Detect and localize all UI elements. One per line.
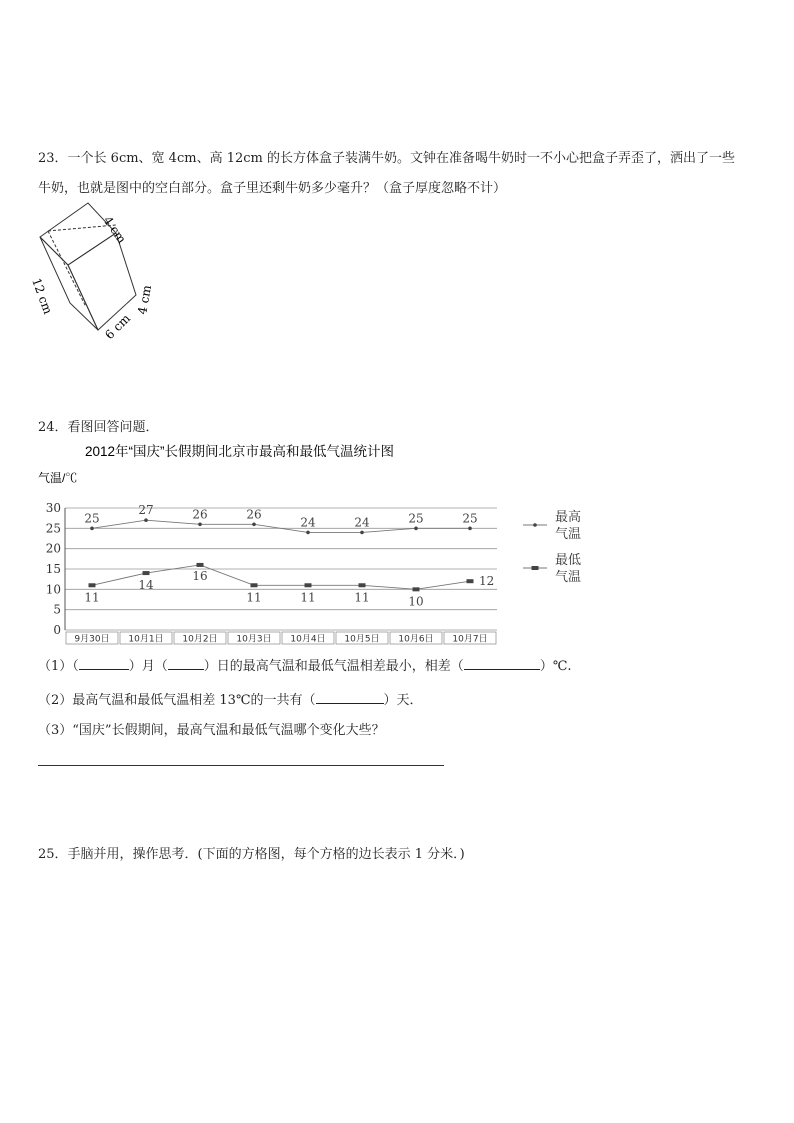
data-label: 11 xyxy=(354,590,370,605)
label-bottom: 6 cm xyxy=(102,311,134,343)
question-24-prompt: 24．看图回答问题． xyxy=(38,420,159,435)
data-point xyxy=(251,583,258,587)
x-tick-label: 10月2日 xyxy=(182,634,218,645)
data-label: 27 xyxy=(138,503,154,518)
question-23-line2: 牛奶，也就是图中的空白部分。盒子里还剩牛奶多少毫升？（盒子厚度忽略不计） xyxy=(38,181,507,196)
data-label: 24 xyxy=(300,515,316,530)
y-tick-label: 20 xyxy=(45,541,61,556)
data-label: 25 xyxy=(84,511,100,526)
y-tick-label: 0 xyxy=(53,623,61,637)
sub2-text-b: ）天． xyxy=(383,693,423,708)
legend-marker xyxy=(532,566,539,570)
x-tick-label: 10月5日 xyxy=(344,634,380,645)
cuboid-figure xyxy=(28,195,178,345)
data-label: 12 xyxy=(479,574,495,589)
data-label: 10 xyxy=(408,594,424,609)
data-point xyxy=(468,527,472,531)
x-tick-label: 10月3日 xyxy=(236,634,272,645)
data-label: 25 xyxy=(462,511,478,526)
question-24-sub1 xyxy=(38,655,572,674)
question-24-sub3: （3）“国庆”长假期间，最高气温和最低气温哪个变化大些？ xyxy=(38,723,385,738)
data-point xyxy=(197,563,204,567)
chart-axes xyxy=(46,501,496,645)
x-tick-label: 10月7日 xyxy=(452,634,488,645)
legend-label: 气温 xyxy=(555,570,582,585)
legend-label: 最低 xyxy=(555,553,582,568)
data-label: 11 xyxy=(246,590,262,605)
sub2-text-a: （2）最高气温和最低气温相差 13℃的一共有（ xyxy=(38,693,316,708)
x-tick-label: 9月30日 xyxy=(74,634,110,645)
answer-blank-days[interactable] xyxy=(316,691,384,704)
data-point xyxy=(89,583,96,587)
data-label: 11 xyxy=(300,590,316,605)
question-25-prompt: 25．手脑并用，操作思考．(下面的方格图，每个方格的边长表示 1 分米．) xyxy=(38,847,465,862)
label-left: 12 cm xyxy=(29,276,56,316)
legend-marker xyxy=(533,523,537,527)
data-label: 14 xyxy=(138,578,154,593)
temperature-chart xyxy=(30,440,600,650)
data-point xyxy=(306,531,310,535)
question-23-line1: 23．一个长 6cm、宽 4cm、高 12cm 的长方体盒子装满牛奶。文钟在准备喝牛奶时一不小心把盒子弄歪了，洒出了一些 xyxy=(38,151,735,166)
answer-blank-difference[interactable] xyxy=(464,657,540,670)
legend-label: 最高 xyxy=(555,510,582,525)
y-tick-label: 5 xyxy=(53,602,61,617)
y-tick-label: 10 xyxy=(45,582,61,597)
y-tick-label: 15 xyxy=(45,562,61,576)
data-label: 11 xyxy=(84,590,100,605)
label-top: 4 cm xyxy=(100,213,129,246)
data-point xyxy=(414,527,418,531)
data-point xyxy=(252,522,256,526)
data-point xyxy=(360,531,364,535)
x-tick-label: 10月1日 xyxy=(128,634,164,645)
label-right: 4 cm xyxy=(135,283,155,316)
data-point xyxy=(144,518,148,522)
data-point xyxy=(413,587,420,591)
y-tick-label: 30 xyxy=(45,501,61,515)
y-tick-label: 25 xyxy=(45,521,61,536)
data-label: 24 xyxy=(354,515,370,530)
x-tick-label: 10月6日 xyxy=(398,634,434,645)
sub1-text-c: ）日的最高气温和最低气温相差最小，相差（ xyxy=(203,659,464,674)
y-axis-label: 气温/℃ xyxy=(38,471,78,485)
data-point xyxy=(359,583,366,587)
data-point xyxy=(467,579,474,583)
data-point xyxy=(90,527,94,531)
answer-blank-month[interactable] xyxy=(79,657,129,670)
sub1-text-a: （1）（ xyxy=(38,659,79,674)
chart-grid xyxy=(65,508,497,630)
sub1-text-d: ）℃. xyxy=(539,659,572,674)
legend-label: 气温 xyxy=(555,527,582,542)
question-24-sub2 xyxy=(38,689,423,708)
sub1-text-b: ）月（ xyxy=(128,659,168,674)
chart-series xyxy=(84,503,494,608)
data-label: 26 xyxy=(246,507,262,522)
data-point xyxy=(198,522,202,526)
data-label: 25 xyxy=(408,511,424,526)
answer-blank-day[interactable] xyxy=(168,657,204,670)
chart-legend xyxy=(523,509,581,585)
chart-title: 2012年“国庆”长假期间北京市最高和最低气温统计图 xyxy=(85,444,395,459)
x-tick-label: 10月4日 xyxy=(290,634,326,645)
data-label: 26 xyxy=(192,507,208,522)
data-point xyxy=(143,571,150,575)
answer-line[interactable] xyxy=(38,765,444,766)
box-top-face xyxy=(40,203,116,265)
data-point xyxy=(305,583,312,587)
data-label: 16 xyxy=(192,568,208,583)
